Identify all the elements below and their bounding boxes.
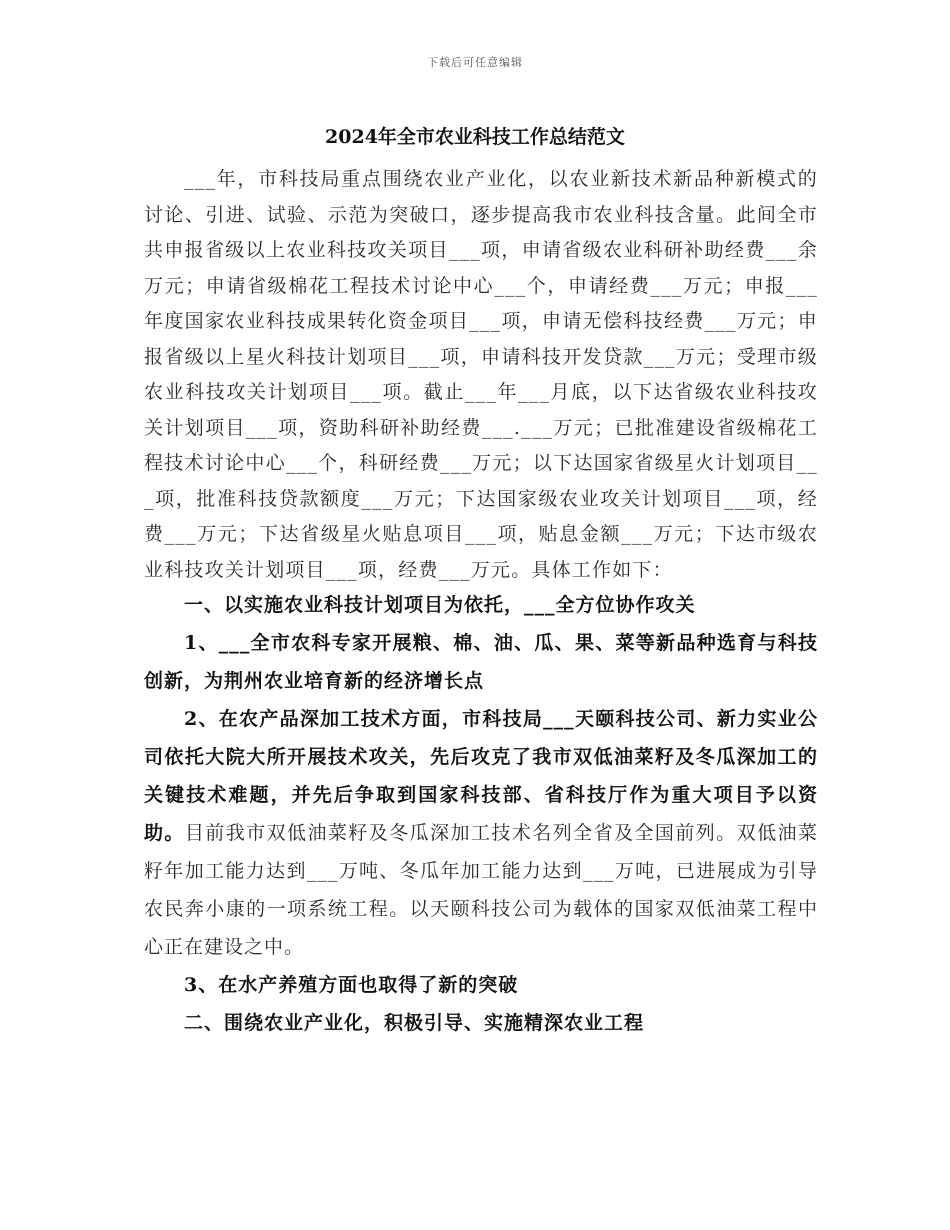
item-1: 1、___全市农科专家开展粮、棉、油、瓜、果、菜等新品种选育与科技创新，为荆州农业培育新的经济增长点 — [144, 631, 818, 692]
section-heading-2: 二、围绕农业产业化，积极引导、实施精深农业工程 — [184, 1011, 645, 1034]
item-2 — [144, 700, 818, 966]
header-note: 下载后可任意编辑 — [427, 56, 523, 69]
section-heading-1: 一、以实施农业科技计划项目为依托，___全方位协作攻关 — [184, 594, 696, 616]
item-2-bold-text: 2、在农产品深加工技术方面，市科技局___天颐科技公司、新力实业公司依托大院大所开展技术攻关，先后攻克了我市双低油菜籽及冬瓜深加工的关键技术难题，并先后争取到国家科技部、省科技厅作为重大项目予以资助。 — [144, 707, 818, 844]
intro-paragraph: ___年，市科技局重点围绕农业产业化，以农业新技术新品种新模式的讨论、引进、试验、示范为突破口，逐步提高我市农业科技含量。此间全市共申报省级以上农业科技攻关项目___项，申请省级农业科研补助经费___余万元；申请省级棉花工程技术讨论中心___个，申请经费___万元；申报___年度国家农业科技成果转化资金项目___项，申请无偿科技经费___万元；申报省级以上星火科技计划项目___项，申请科技开发贷款___万元；受理市级农业科技攻关计划项目___项。截止___年___月底，以下达省级农业科技攻关计划项目___项，资助科研补助经费___.___万元；已批准建设省级棉花工程技术讨论中心___个，科研经费___万元；以下达国家省级星火计划项目___项，批准科技贷款额度___万元；下达国家级农业攻关计划项目___项，经费___万元；下达省级星火贴息项目___项，贴息金额___万元；下达市级农业科技攻关计划项目___项，经费___万元。具体工作如下： — [144, 168, 818, 581]
document-title: 2024年全市农业科技工作总结范文 — [325, 126, 625, 148]
document-body — [144, 162, 818, 1042]
item-2-body-text: 目前我市双低油菜籽及冬瓜深加工技术名列全省及全国前列。双低油菜籽年加工能力达到___万吨、冬瓜年加工能力达到___万吨，已进展成为引导农民奔小康的一项系统工程。以天颐科技公司为载体的国家双低油菜工程中心正在建设之中。 — [144, 821, 818, 958]
item-3: 3、在水产养殖方面也取得了新的突破 — [184, 973, 519, 996]
